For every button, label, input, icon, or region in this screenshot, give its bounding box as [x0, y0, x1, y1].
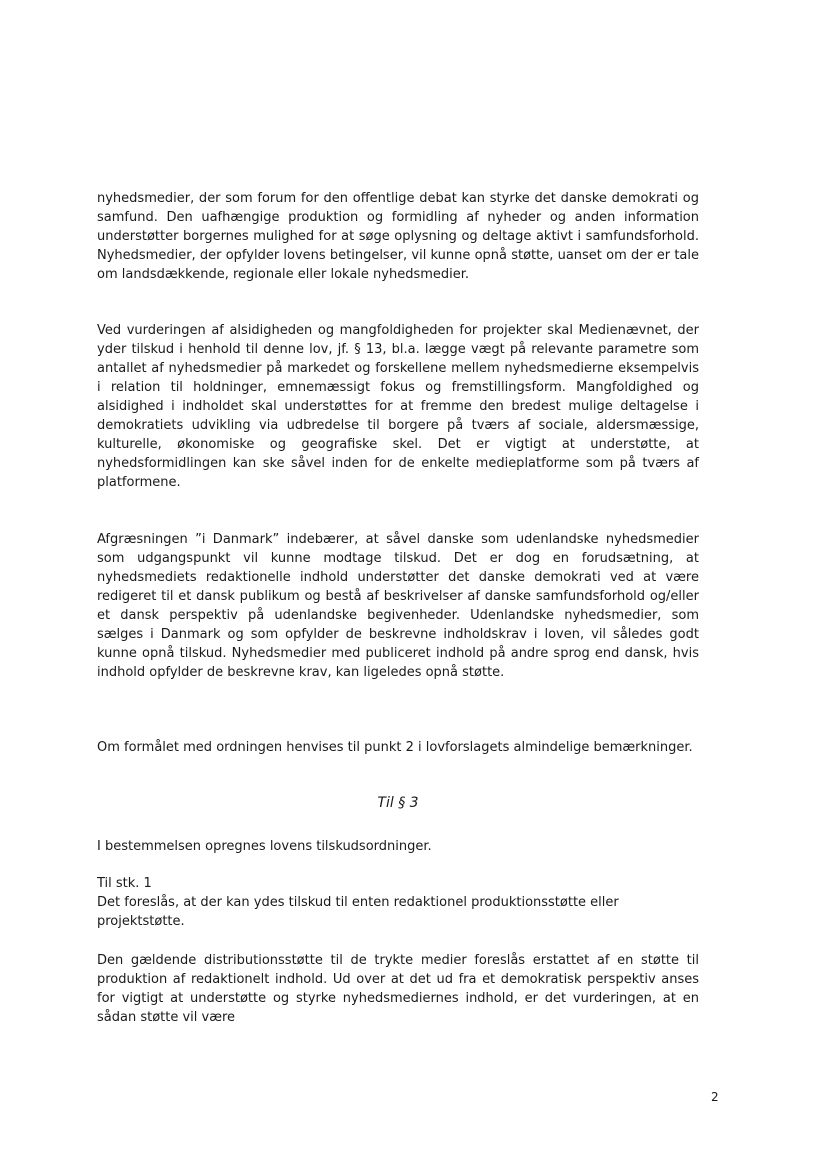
paragraph-news-media-forum: nyhedsmedier, der som forum for den offentlige debat kan styrke det danske demokrati og samfund. Den uafhængige produktion og formidling af nyheder og anden information understøtter borgernes mulighed for at søge oplysning og deltage aktivt i samfundsforhold. Nyhedsmedier, der opfylder lovens betingelser, vil kunne opnå støtte, uanset om der er tale om landsdækkende, regionale eller lokale nyhedsmedier. [97, 191, 699, 282]
paragraph-diversity-assessment: Ved vurderingen af alsidigheden og mangfoldigheden for projekter skal Medienævnet, der yder tilskud i henhold til denne lov, jf. § 13, bl.a. lægge vægt på relevante parametre som antallet af nyhedsmedier på markedet og forskellene mellem nyhedsmedierne eksempelvis i relation til holdninger, emnemæssigt fokus og fremstillingsform. Mangfoldighed og alsidighed i indholdet skal understøttes for at fremme den bredest mulige deltagelse i demokratiets udvikling via udbredelse til borgere på tværs af sociale, aldersmæssige, kulturelle, økonomiske og geografiske skel. Det er vigtigt at understøtte, at nyhedsformidlingen kan ske såvel inden for de enkelte medieplatforme som på tværs af platformene. [97, 323, 699, 490]
paragraph-subsidy-schemes: I bestemmelsen opregnes lovens tilskudsordninger. [97, 839, 432, 854]
paragraph-distribution-support: Den gældende distributionsstøtte til de trykte medier foreslås erstattet af en støtte til produktion af redaktionelt indhold. Ud over at det ud fra et demokratisk perspektiv anses for vigtigt at understøtte og styrke nyhedsmediernes indhold, er det vurderingen, at en sådan støtte vil være [97, 953, 699, 1025]
paragraph-in-denmark-definition: Afgræsningen ”i Danmark” indebærer, at såvel danske som udenlandske nyhedsmedier som udgangspunkt vil kunne modtage tilskud. Det er dog en forudsætning, at nyhedsmediets redaktionelle indhold understøtter det danske demokrati ved at være redigeret til et dansk publikum og bestå af beskrivelser af danske samfundsforhold og/eller et dansk perspektiv på udenlandske begivenheder. Udenlandske nyhedsmedier, som sælges i Danmark og som opfylder de beskrevne indholdskrav i loven, vil således godt kunne opnå tilskud. Nyhedsmedier med publiceret indhold på andre sprog end dansk, hvis indhold opfylder de beskrevne krav, kan ligeledes opnå støtte. [97, 532, 699, 680]
section-heading: Til § 3 [377, 795, 419, 811]
subsection-label: Til stk. 1 [97, 876, 152, 891]
subsection-text: Det foreslås, at der kan ydes tilskud til enten redaktionel produktionsstøtte eller projektstøtte. [97, 895, 619, 929]
paragraph-purpose-reference: Om formålet med ordningen henvises til punkt 2 i lovforslagets almindelige bemærkninger. [97, 740, 693, 755]
subsection-stk-1 [97, 874, 699, 931]
page-number: 2 [711, 1090, 719, 1104]
